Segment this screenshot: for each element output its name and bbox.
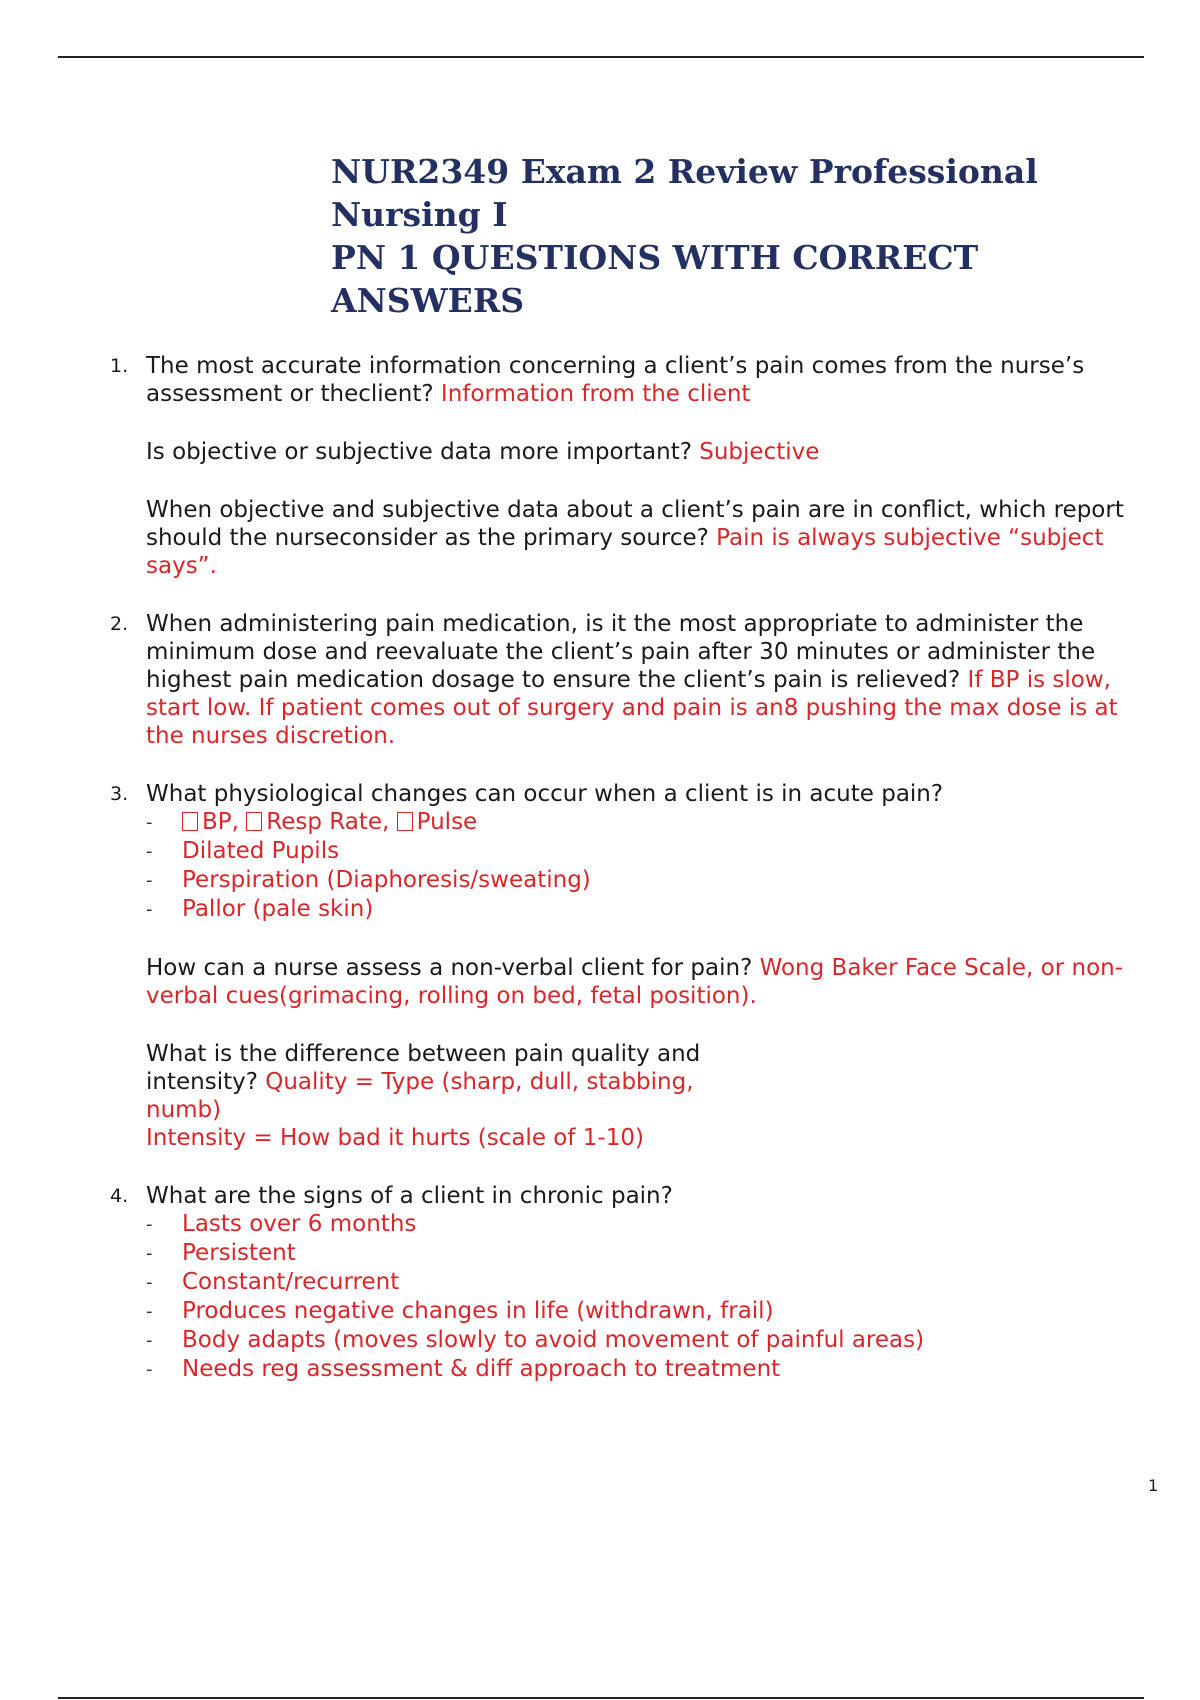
list-item [146, 1210, 1160, 1239]
answer-bullet-list [146, 1210, 1160, 1384]
list-item [146, 1297, 1160, 1326]
list-item [146, 1239, 1160, 1268]
bullet-text: Pallor (pale skin) [182, 896, 374, 922]
bullet-marker: - [146, 1214, 153, 1235]
question-number: 3. [110, 783, 129, 805]
bullet-text: Constant/recurrent [182, 1269, 400, 1295]
bullet-marker: - [146, 1359, 153, 1380]
question-2 [100, 610, 1160, 750]
checkbox-icon [246, 812, 262, 831]
qa-pair [146, 954, 1160, 1010]
answer-bullet-list [146, 808, 1160, 924]
bullet-text: Lasts over 6 months [182, 1211, 417, 1237]
qa-pair [146, 496, 1160, 580]
checkbox-icon [182, 812, 198, 831]
bullet-marker: - [146, 812, 153, 833]
bullet-text: Dilated Pupils [182, 838, 340, 864]
bullet-text: Pulse [416, 809, 478, 835]
answer-text: Information from the client [440, 381, 751, 407]
bullet-text: Body adapts (moves slowly to avoid movement of painful areas) [182, 1327, 925, 1353]
question-text: When administering pain medication, is it the most appropriate to administer the minimum dose and reevaluate the client’s pain after 30 minutes or administer the highest pain medication dosage to ensure the client’s pain is relieved? [146, 611, 1096, 693]
answer-text: Pain is always subjective “subject says”. [146, 525, 1104, 579]
list-item [146, 1326, 1160, 1355]
question-text: When objective and subjective data about a client’s pain are in conflict, which report should the nurseconsider as the primary source? [146, 497, 1124, 551]
bullet-text: Produces negative changes in life (withdrawn, frail) [182, 1298, 774, 1324]
question-text: The most accurate information concerning a client’s pain comes from the nurse’s assessment or theclient? [146, 353, 1085, 407]
answer-text: Quality = Type (sharp, dull, stabbing, numb) [146, 1069, 694, 1123]
bullet-marker: - [146, 1243, 153, 1264]
question-text: How can a nurse assess a non-verbal client for pain? [146, 955, 753, 981]
list-item [146, 1355, 1160, 1384]
list-item [146, 837, 1160, 866]
title-line: ANSWERS [331, 281, 525, 320]
bullet-marker: - [146, 841, 153, 862]
question-text: What physiological changes can occur when a client is in acute pain? [146, 781, 944, 807]
answer-text: Subjective [699, 439, 820, 465]
list-item [146, 808, 1160, 837]
list-item [146, 1268, 1160, 1297]
question-4 [100, 1182, 1160, 1384]
question-list [100, 352, 1160, 1384]
qa-pair [146, 438, 1160, 466]
answer-text: Intensity = How bad it hurts (scale of 1-10) [146, 1125, 644, 1151]
question-text: Is objective or subjective data more important? [146, 439, 692, 465]
list-item [146, 866, 1160, 895]
bullet-marker: - [146, 1272, 153, 1293]
answer-text: If BP is slow, start low. If patient comes out of surgery and pain is an8 pushing the max dose is at the nurses discretion. [146, 667, 1118, 749]
title-line: PN 1 QUESTIONS WITH CORRECT [331, 238, 979, 277]
question-number: 4. [110, 1185, 129, 1207]
answer-text: Wong Baker Face Scale, or non-verbal cues(grimacing, rolling on bed, fetal position). [146, 955, 1124, 1009]
qa-pair [146, 610, 1160, 750]
document-title [331, 150, 1161, 322]
bullet-text: Persistent [182, 1240, 296, 1266]
question-number: 1. [110, 355, 129, 377]
qa-pair [146, 1040, 706, 1124]
list-item [146, 895, 1160, 924]
bullet-text: Needs reg assessment & diff approach to treatment [182, 1356, 781, 1382]
bullet-marker: - [146, 1330, 153, 1351]
bullet-marker: - [146, 1301, 153, 1322]
question-number: 2. [110, 613, 129, 635]
title-line: NUR2349 Exam 2 Review Professional Nursing I [331, 152, 1038, 234]
question-3 [100, 780, 1160, 1152]
bullet-text: Resp Rate, [266, 809, 390, 835]
header-rule [58, 56, 1144, 58]
question-text: What is the difference between pain quality and intensity? [146, 1041, 701, 1095]
bullet-marker: - [146, 870, 153, 891]
bullet-text: Perspiration (Diaphoresis/sweating) [182, 867, 591, 893]
footer-rule [58, 1697, 1144, 1699]
question-text: What are the signs of a client in chronic pain? [146, 1183, 673, 1209]
checkbox-icon [397, 812, 413, 831]
bullet-text: BP, [202, 809, 239, 835]
bullet-marker: - [146, 899, 153, 920]
page-number: 1 [1148, 1476, 1159, 1495]
question-1 [100, 352, 1160, 580]
qa-pair [146, 352, 1160, 408]
